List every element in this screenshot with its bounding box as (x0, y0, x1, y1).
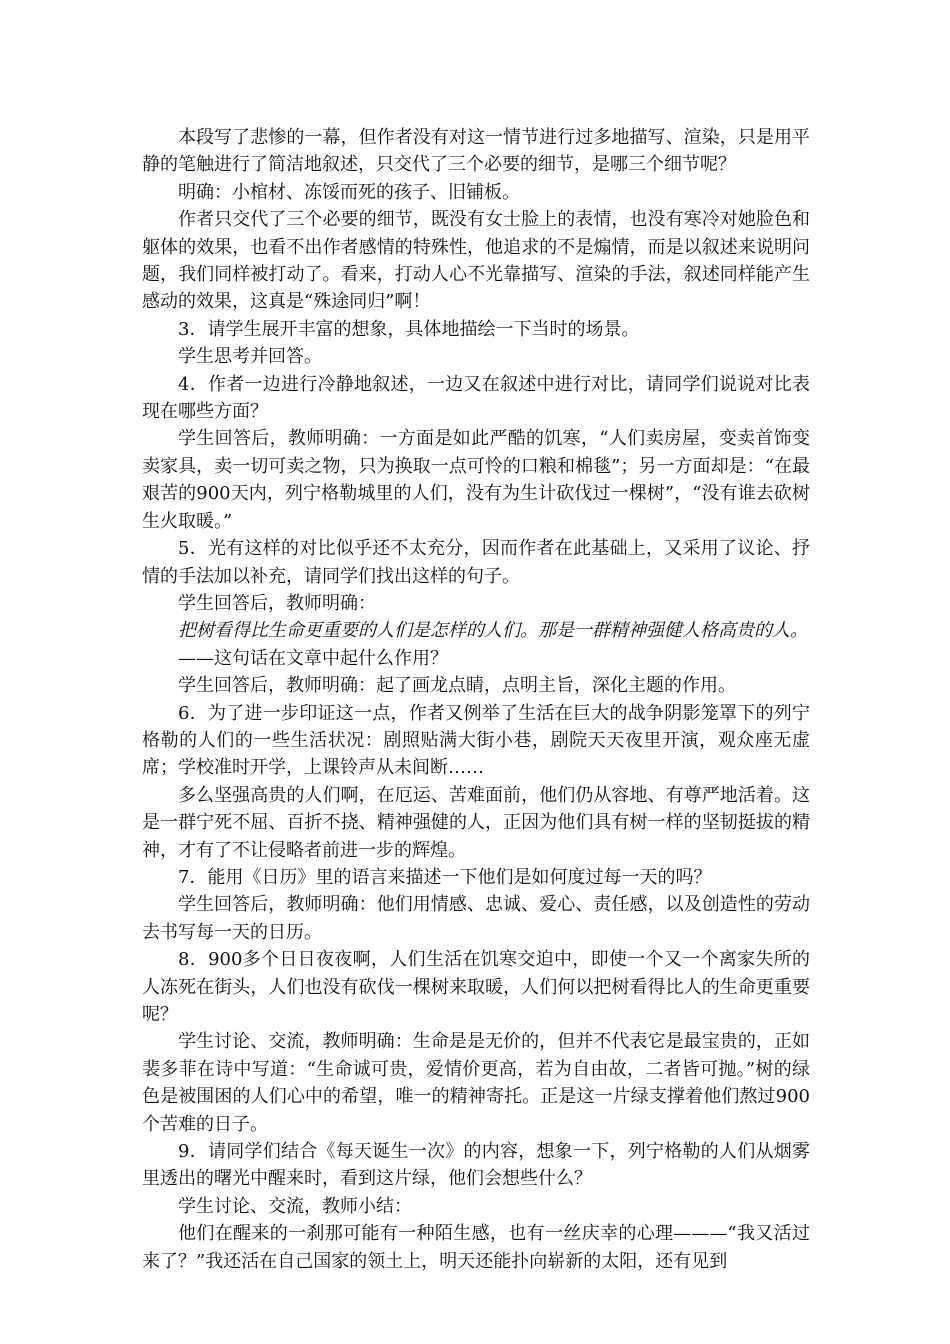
quoted-sentence: 把树看得比生命更重要的人们是怎样的人们。那是一群精神强健人格高贵的人。 (178, 620, 808, 642)
paragraph: 学生回答后，教师明确： (178, 592, 376, 614)
paragraph: 多么坚强高贵的人们啊，在厄运、苦难面前，他们仍从容地、有尊严地活着。这是一群宁死不屈、百折不挠、精神强健的人，正因为他们具有树一样的坚韧挺拔的精神，才有了不让侵略者前进一步的辉煌。 (142, 784, 810, 861)
paragraph: 学生回答后，教师明确：他们用情感、忠诚、爱心、责任感，以及创造性的劳动去书写每一天的日历。 (142, 894, 810, 943)
document-body (142, 124, 810, 1275)
paragraph: 学生讨论、交流，教师小结： (178, 1195, 412, 1217)
paragraph: 明确：小棺材、冻馁而死的孩子、旧铺板。 (178, 181, 520, 203)
paragraph: 作者只交代了三个必要的细节，既没有女士脸上的表情，也没有寒冷对她脸色和躯体的效果，也看不出作者感情的特殊性，他追求的不是煽情，而是以叙述来说明问题，我们同样被打动了。看来，打动人心不光靠描写、渲染的手法，叙述同样能产生感动的效果，这真是“殊途同归”啊！ (142, 209, 810, 313)
paragraph: 7．能用《日历》里的语言来描述一下他们是如何度过每一天的吗？ (178, 866, 712, 888)
paragraph: 他们在醒来的一刹那可能有一种陌生感，也有一丝庆幸的心理———“我又活过来了？”我还活在自己国家的领土上，明天还能扑向崭新的太阳，还有见到 (142, 1223, 810, 1272)
paragraph: 本段写了悲惨的一幕，但作者没有对这一情节进行过多地描写、渲染，只是用平静的笔触进行了简洁地叙述，只交代了三个必要的细节，是哪三个细节呢？ (142, 127, 810, 176)
paragraph: 学生思考并回答。 (178, 346, 322, 368)
paragraph: 学生回答后，教师明确：一方面是如此严酷的饥寒，“人们卖房屋，变卖首饰变卖家具，卖一切可卖之物，只为换取一点可怜的口粮和棉毯”；另一方面却是：“在最艰苦的900天内，列宁格勒城里的人们，没有为生计砍伐过一棵树”，“没有谁去砍树生火取暖。” (142, 428, 810, 532)
paragraph: 5．光有这样的对比似乎还不太充分，因而作者在此基础上，又采用了议论、抒情的手法加以补充，请同学们找出这样的句子。 (142, 538, 810, 587)
paragraph: ——这句话在文章中起什么作用？ (178, 647, 448, 669)
paragraph: 3．请学生展开丰富的想象，具体地描绘一下当时的场景。 (178, 318, 640, 340)
paragraph: 4．作者一边进行冷静地叙述，一边又在叙述中进行对比，请同学们说说对比表现在哪些方面？ (142, 373, 810, 423)
paragraph: 学生讨论、交流，教师明确：生命是是无价的，但并不代表它是最宝贵的，正如裴多菲在诗中写道：“生命诚可贵，爱情价更高，若为自由故，二者皆可抛。”树的绿色是被围困的人们心中的希望，唯一的精神寄托。正是这一片绿支撑着他们熬过900个苦难的日子。 (142, 1031, 810, 1135)
paragraph: 9．请同学们结合《每天诞生一次》的内容，想象一下，列宁格勒的人们从烟雾里透出的曙光中醒来时，看到这片绿，他们会想些什么？ (142, 1141, 810, 1190)
paragraph: 学生回答后，教师明确：起了画龙点睛，点明主旨，深化主题的作用。 (178, 675, 736, 697)
paragraph: 6．为了进一步印证这一点，作者又例举了生活在巨大的战争阴影笼罩下的列宁格勒的人们的一些生活状况：剧照贴满大街小巷，剧院天天夜里开演，观众座无虚席；学校准时开学，上课铃声从未间断…… (142, 702, 810, 779)
paragraph: 8．900多个日日夜夜啊，人们生活在饥寒交迫中，即使一个又一个离家失所的人冻死在街头，人们也没有砍伐一棵树来取暖，人们何以把树看得比人的生命更重要呢？ (142, 949, 810, 1025)
